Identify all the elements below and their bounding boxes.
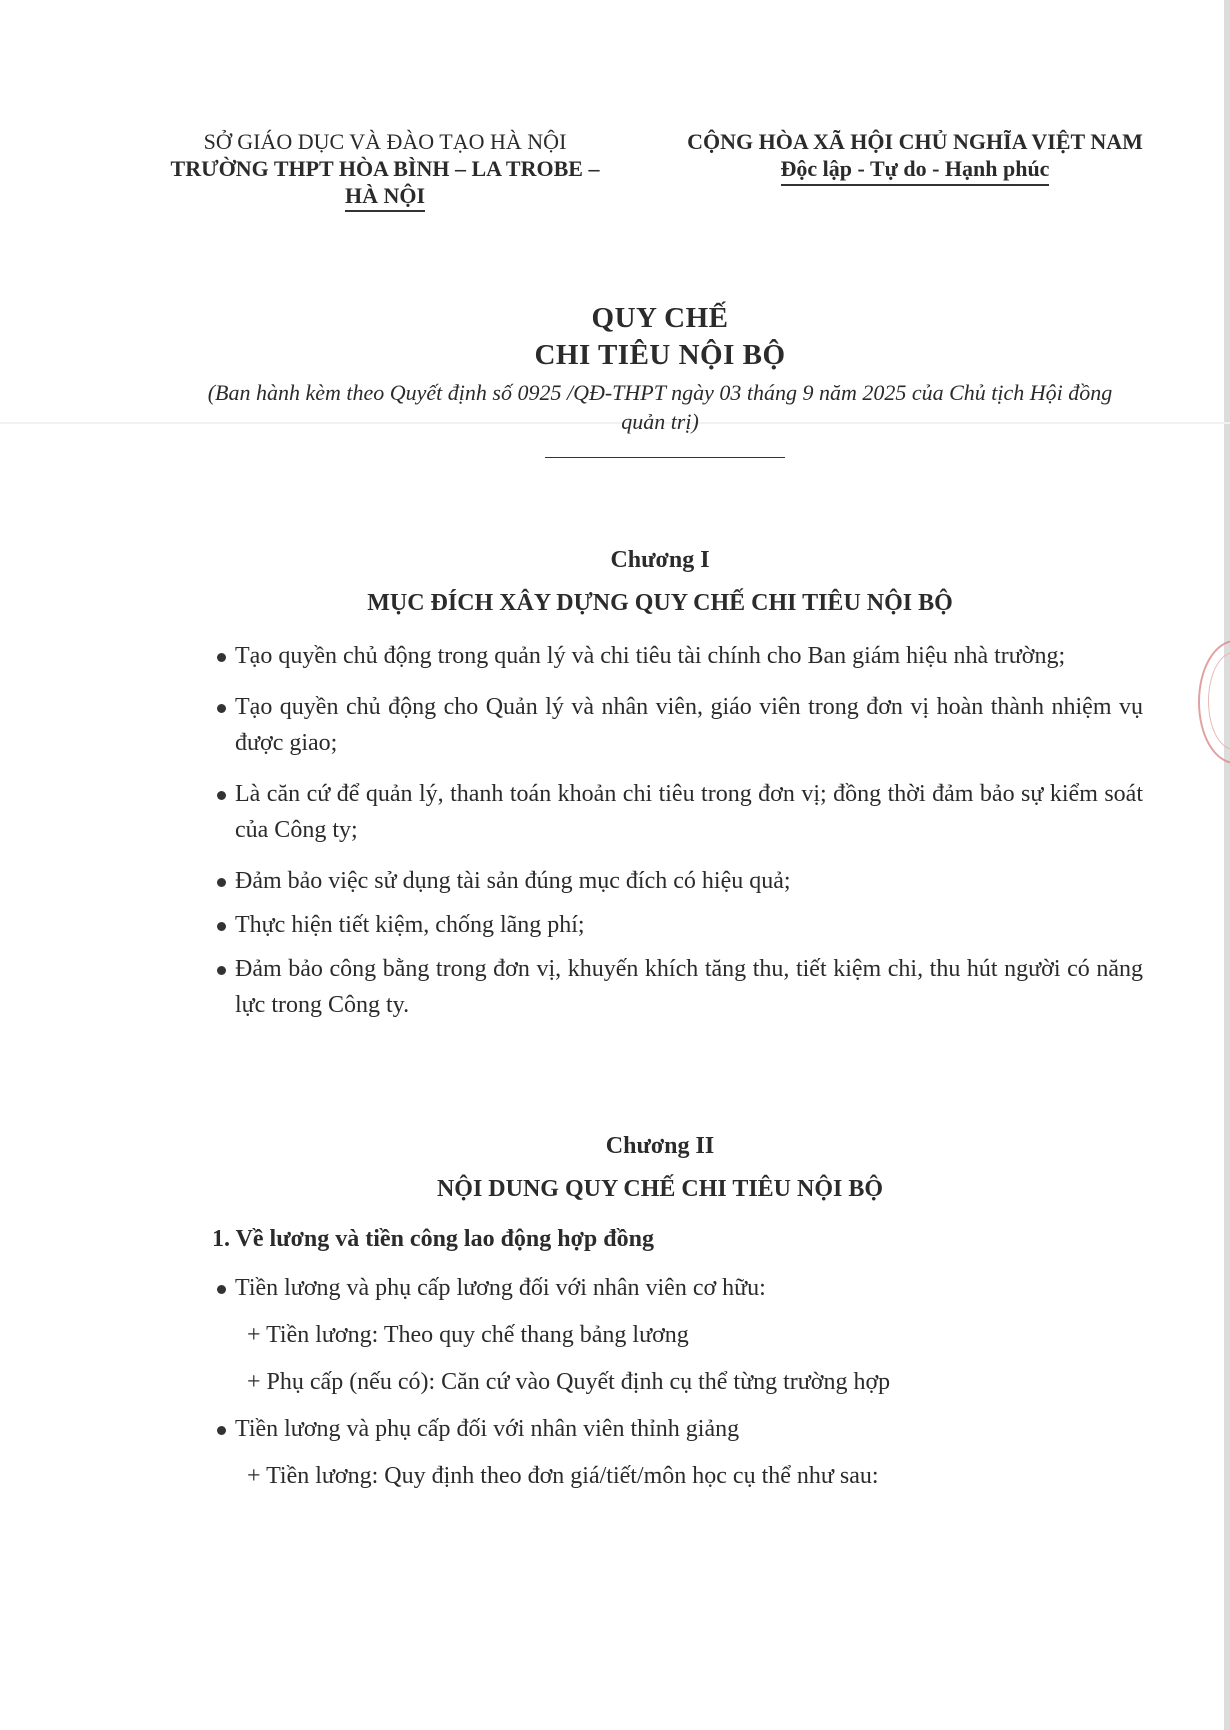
red-seal-stamp (1198, 640, 1230, 764)
chapter-1-title: MỤC ĐÍCH XÂY DỰNG QUY CHẾ CHI TIÊU NỘI BỘ (367, 590, 953, 616)
chapter-1-bullets (213, 638, 1143, 1023)
bullet-dot-icon (217, 922, 226, 931)
list-item: Tiền lương và phụ cấp đối với nhân viên thỉnh giảng (213, 1411, 1143, 1447)
bullet-dot-icon (217, 653, 226, 662)
national-motto: Độc lập - Tự do - Hạnh phúc (781, 155, 1050, 186)
chapter-2-number: Chương II (605, 1133, 715, 1159)
header-left (150, 128, 620, 209)
section-1-heading: 1. Về lương và tiền công lao động hợp đồng (212, 1226, 654, 1252)
document-title-block (200, 300, 1120, 436)
list-item: Tạo quyền chủ động cho Quản lý và nhân viên, giáo viên trong đơn vị hoàn thành nhiệm vụ được giao; (213, 689, 1143, 761)
list-item: Là căn cứ để quản lý, thanh toán khoản chi tiêu trong đơn vị; đồng thời đảm bảo sự kiểm soát của Công ty; (213, 776, 1143, 848)
sub-item: + Tiền lương: Theo quy chế thang bảng lương (247, 1322, 689, 1348)
chapter-1-number: Chương I (610, 547, 710, 573)
school-name-line1: TRƯỜNG THPT HÒA BÌNH – LA TROBE – (170, 156, 600, 181)
bullet-dot-icon (217, 704, 226, 713)
document-title-sub: CHI TIÊU NỘI BỘ (534, 339, 786, 371)
bullet-dot-icon (217, 878, 226, 887)
bullet-dot-icon (217, 1285, 226, 1294)
list-item: Đảm bảo công bằng trong đơn vị, khuyến khích tăng thu, tiết kiệm chi, thu hút người có năng lực trong Công ty. (213, 951, 1143, 1023)
list-item: Tiền lương và phụ cấp lương đối với nhân viên cơ hữu: (213, 1270, 1143, 1306)
page-edge-shadow (1224, 0, 1230, 1730)
list-item: Đảm bảo việc sử dụng tài sản đúng mục đích có hiệu quả; (213, 863, 1143, 899)
chapter-2-bullets (213, 1270, 1143, 1494)
issuance-note: (Ban hành kèm theo Quyết định số 0925 /QĐ-THPT ngày 03 tháng 9 năm 2025 của Chủ tịch Hội đồng quản trị) (207, 380, 1113, 434)
chapter-2-title: NỘI DUNG QUY CHẾ CHI TIÊU NỘI BỘ (436, 1176, 884, 1202)
bullet-dot-icon (217, 791, 226, 800)
bullet-dot-icon (217, 966, 226, 975)
sub-item: + Phụ cấp (nếu có): Căn cứ vào Quyết định cụ thể từng trường hợp (247, 1369, 891, 1395)
header-right (640, 128, 1190, 186)
list-item: Tạo quyền chủ động trong quản lý và chi tiêu tài chính cho Ban giám hiệu nhà trường; (213, 638, 1143, 674)
document-title: QUY CHẾ (591, 302, 729, 334)
chapter-1-heading (150, 544, 1170, 620)
bullet-dot-icon (217, 1426, 226, 1435)
school-city: HÀ NỘI (345, 183, 425, 212)
title-divider (545, 457, 785, 458)
school-name-line2 (150, 182, 620, 209)
list-item: Thực hiện tiết kiệm, chống lãng phí; (213, 907, 1143, 943)
sub-item: + Tiền lương: Quy định theo đơn giá/tiết/môn học cụ thể như sau: (247, 1463, 879, 1489)
country-name: CỘNG HÒA XÃ HỘI CHỦ NGHĨA VIỆT NAM (687, 129, 1143, 154)
department-name: SỞ GIÁO DỤC VÀ ĐÀO TẠO HÀ NỘI (203, 129, 567, 154)
chapter-2-heading (150, 1130, 1170, 1206)
